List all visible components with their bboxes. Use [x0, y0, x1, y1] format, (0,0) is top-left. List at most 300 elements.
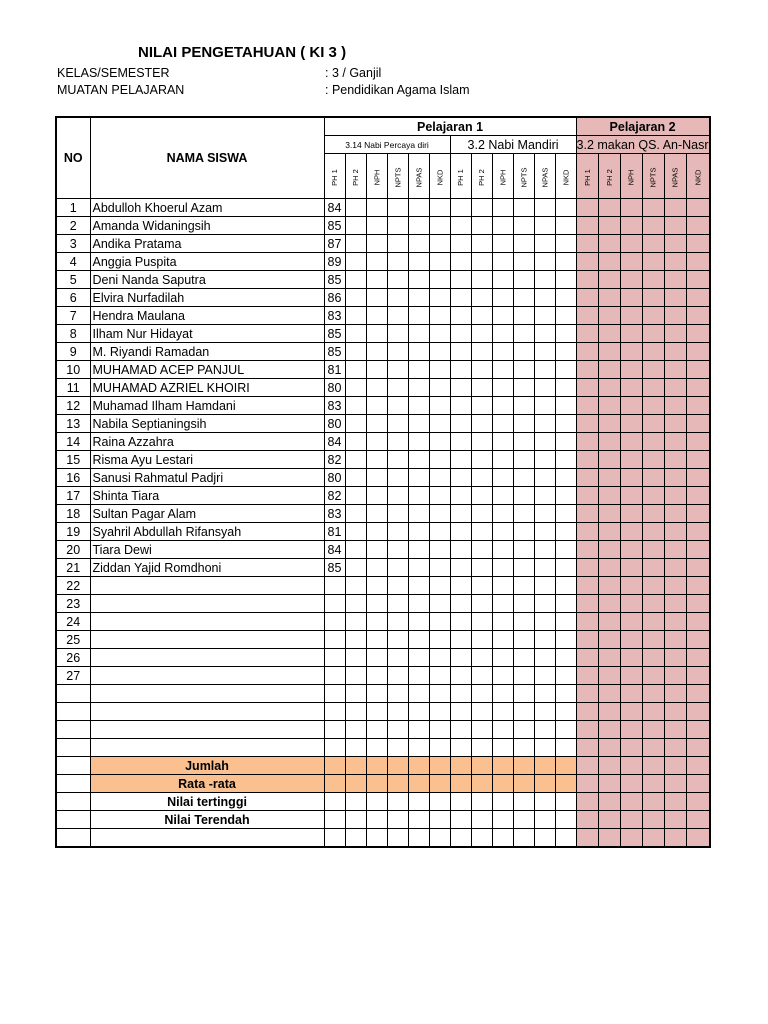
score-cell[interactable] [686, 271, 709, 289]
score-cell[interactable] [642, 253, 664, 271]
score-cell[interactable] [450, 721, 471, 739]
score-cell[interactable] [513, 721, 534, 739]
score-cell[interactable] [598, 721, 620, 739]
score-cell[interactable] [686, 451, 709, 469]
score-cell[interactable] [513, 739, 534, 757]
summary-cell[interactable] [555, 793, 576, 811]
score-cell[interactable] [345, 595, 366, 613]
score-cell[interactable] [471, 325, 492, 343]
summary-cell[interactable] [408, 775, 429, 793]
score-cell[interactable] [534, 199, 555, 217]
score-cell[interactable] [387, 325, 408, 343]
score-cell[interactable] [576, 271, 598, 289]
score-cell[interactable] [345, 397, 366, 415]
score-cell[interactable] [598, 289, 620, 307]
score-cell[interactable] [555, 235, 576, 253]
score-cell[interactable] [471, 505, 492, 523]
score-cell[interactable] [387, 343, 408, 361]
score-cell[interactable] [555, 649, 576, 667]
summary-cell[interactable] [366, 775, 387, 793]
score-cell[interactable] [408, 361, 429, 379]
summary-cell[interactable] [664, 811, 686, 829]
score-cell[interactable] [576, 433, 598, 451]
score-cell[interactable] [471, 415, 492, 433]
score-cell[interactable] [345, 559, 366, 577]
score-cell[interactable] [555, 253, 576, 271]
score-cell[interactable] [555, 559, 576, 577]
score-cell[interactable] [620, 307, 642, 325]
score-cell[interactable] [686, 469, 709, 487]
score-cell[interactable] [471, 667, 492, 685]
score-cell[interactable] [387, 199, 408, 217]
summary-cell[interactable] [471, 757, 492, 775]
score-cell[interactable] [642, 487, 664, 505]
score-cell[interactable] [620, 595, 642, 613]
score-cell[interactable] [492, 397, 513, 415]
score-cell[interactable] [576, 685, 598, 703]
student-name[interactable] [90, 631, 324, 649]
summary-cell[interactable] [642, 757, 664, 775]
summary-cell[interactable] [598, 829, 620, 848]
score-cell[interactable] [620, 649, 642, 667]
score-cell[interactable] [471, 433, 492, 451]
score-cell[interactable] [598, 559, 620, 577]
score-cell[interactable] [513, 703, 534, 721]
score-cell[interactable] [429, 343, 450, 361]
student-name[interactable]: Abdulloh Khoerul Azam [90, 199, 324, 217]
score-cell[interactable] [324, 595, 345, 613]
student-name[interactable]: MUHAMAD AZRIEL KHOIRI [90, 379, 324, 397]
score-cell[interactable] [492, 451, 513, 469]
score-cell[interactable] [429, 703, 450, 721]
score-cell[interactable] [471, 271, 492, 289]
score-cell[interactable] [534, 721, 555, 739]
score-cell[interactable] [598, 343, 620, 361]
summary-cell[interactable] [576, 757, 598, 775]
summary-cell[interactable] [620, 811, 642, 829]
score-cell[interactable] [576, 667, 598, 685]
summary-cell[interactable] [387, 829, 408, 848]
score-cell[interactable] [492, 487, 513, 505]
score-cell[interactable] [555, 271, 576, 289]
score-cell[interactable] [642, 685, 664, 703]
score-cell[interactable] [471, 379, 492, 397]
score-cell[interactable] [642, 379, 664, 397]
score-cell[interactable] [513, 667, 534, 685]
score-cell[interactable] [686, 541, 709, 559]
score-cell[interactable] [598, 667, 620, 685]
score-cell[interactable] [664, 235, 686, 253]
score-cell[interactable] [534, 685, 555, 703]
score-cell[interactable] [450, 577, 471, 595]
score-cell[interactable] [513, 505, 534, 523]
score-cell[interactable] [429, 649, 450, 667]
score-cell[interactable] [492, 577, 513, 595]
score-cell[interactable] [471, 739, 492, 757]
summary-cell[interactable] [576, 793, 598, 811]
summary-cell[interactable] [642, 775, 664, 793]
score-cell[interactable] [642, 433, 664, 451]
score-cell[interactable] [387, 217, 408, 235]
score-cell[interactable] [686, 343, 709, 361]
score-cell[interactable] [450, 667, 471, 685]
score-cell[interactable] [471, 631, 492, 649]
score-cell[interactable] [345, 217, 366, 235]
score-cell[interactable]: 82 [324, 451, 345, 469]
score-cell[interactable] [598, 649, 620, 667]
score-cell[interactable] [534, 523, 555, 541]
score-cell[interactable] [576, 541, 598, 559]
score-cell[interactable] [492, 613, 513, 631]
summary-cell[interactable] [429, 793, 450, 811]
score-cell[interactable] [686, 613, 709, 631]
score-cell[interactable] [345, 523, 366, 541]
score-cell[interactable] [534, 271, 555, 289]
score-cell[interactable] [664, 379, 686, 397]
score-cell[interactable] [555, 595, 576, 613]
score-cell[interactable] [513, 433, 534, 451]
summary-cell[interactable] [492, 757, 513, 775]
score-cell[interactable] [429, 199, 450, 217]
score-cell[interactable] [534, 613, 555, 631]
score-cell[interactable] [366, 235, 387, 253]
score-cell[interactable] [555, 541, 576, 559]
score-cell[interactable] [576, 289, 598, 307]
score-cell[interactable] [576, 469, 598, 487]
summary-cell[interactable] [324, 775, 345, 793]
score-cell[interactable] [345, 379, 366, 397]
summary-cell[interactable] [387, 811, 408, 829]
summary-cell[interactable] [429, 811, 450, 829]
score-cell[interactable] [408, 433, 429, 451]
score-cell[interactable] [642, 739, 664, 757]
score-cell[interactable] [450, 523, 471, 541]
score-cell[interactable] [492, 217, 513, 235]
score-cell[interactable] [620, 559, 642, 577]
score-cell[interactable] [513, 631, 534, 649]
score-cell[interactable] [555, 433, 576, 451]
score-cell[interactable]: 84 [324, 199, 345, 217]
score-cell[interactable] [345, 613, 366, 631]
score-cell[interactable] [513, 487, 534, 505]
score-cell[interactable]: 81 [324, 523, 345, 541]
score-cell[interactable] [555, 631, 576, 649]
summary-cell[interactable] [471, 775, 492, 793]
score-cell[interactable] [408, 199, 429, 217]
score-cell[interactable] [534, 469, 555, 487]
score-cell[interactable] [366, 649, 387, 667]
score-cell[interactable] [408, 613, 429, 631]
score-cell[interactable] [471, 649, 492, 667]
score-cell[interactable] [429, 253, 450, 271]
score-cell[interactable] [664, 217, 686, 235]
score-cell[interactable] [555, 217, 576, 235]
summary-cell[interactable] [345, 775, 366, 793]
student-name[interactable] [90, 649, 324, 667]
score-cell[interactable] [576, 721, 598, 739]
score-cell[interactable] [450, 541, 471, 559]
score-cell[interactable] [664, 739, 686, 757]
score-cell[interactable] [664, 469, 686, 487]
score-cell[interactable] [686, 361, 709, 379]
score-cell[interactable] [345, 541, 366, 559]
score-cell[interactable] [450, 649, 471, 667]
score-cell[interactable] [620, 469, 642, 487]
score-cell[interactable] [686, 379, 709, 397]
summary-cell[interactable] [576, 811, 598, 829]
score-cell[interactable] [513, 199, 534, 217]
score-cell[interactable] [598, 235, 620, 253]
score-cell[interactable] [450, 325, 471, 343]
score-cell[interactable] [555, 721, 576, 739]
score-cell[interactable] [408, 307, 429, 325]
score-cell[interactable] [534, 433, 555, 451]
summary-cell[interactable] [620, 829, 642, 848]
score-cell[interactable] [686, 397, 709, 415]
score-cell[interactable] [642, 289, 664, 307]
score-cell[interactable] [387, 631, 408, 649]
score-cell[interactable] [598, 307, 620, 325]
score-cell[interactable] [576, 595, 598, 613]
score-cell[interactable] [664, 253, 686, 271]
score-cell[interactable] [429, 667, 450, 685]
score-cell[interactable] [345, 739, 366, 757]
score-cell[interactable] [387, 415, 408, 433]
score-cell[interactable] [620, 199, 642, 217]
score-cell[interactable] [620, 415, 642, 433]
score-cell[interactable] [642, 703, 664, 721]
score-cell[interactable] [429, 631, 450, 649]
score-cell[interactable] [450, 631, 471, 649]
score-cell[interactable] [345, 703, 366, 721]
student-name[interactable] [90, 577, 324, 595]
score-cell[interactable] [598, 253, 620, 271]
score-cell[interactable] [664, 703, 686, 721]
score-cell[interactable] [387, 289, 408, 307]
summary-cell[interactable] [471, 829, 492, 848]
score-cell[interactable] [429, 379, 450, 397]
score-cell[interactable] [576, 343, 598, 361]
summary-cell[interactable] [450, 811, 471, 829]
score-cell[interactable] [366, 217, 387, 235]
score-cell[interactable] [664, 451, 686, 469]
score-cell[interactable] [366, 361, 387, 379]
score-cell[interactable] [664, 361, 686, 379]
score-cell[interactable] [620, 685, 642, 703]
score-cell[interactable] [450, 289, 471, 307]
score-cell[interactable] [642, 523, 664, 541]
score-cell[interactable] [450, 217, 471, 235]
score-cell[interactable] [366, 613, 387, 631]
score-cell[interactable] [534, 235, 555, 253]
score-cell[interactable] [620, 505, 642, 523]
summary-cell[interactable] [620, 775, 642, 793]
score-cell[interactable] [345, 631, 366, 649]
score-cell[interactable] [387, 667, 408, 685]
score-cell[interactable] [598, 217, 620, 235]
student-name[interactable] [90, 721, 324, 739]
score-cell[interactable] [642, 217, 664, 235]
summary-cell[interactable] [471, 793, 492, 811]
score-cell[interactable] [387, 541, 408, 559]
score-cell[interactable] [576, 505, 598, 523]
score-cell[interactable] [534, 649, 555, 667]
score-cell[interactable] [366, 397, 387, 415]
score-cell[interactable] [471, 523, 492, 541]
score-cell[interactable] [450, 379, 471, 397]
score-cell[interactable] [620, 433, 642, 451]
score-cell[interactable] [513, 469, 534, 487]
score-cell[interactable] [408, 577, 429, 595]
score-cell[interactable] [686, 433, 709, 451]
score-cell[interactable] [664, 271, 686, 289]
score-cell[interactable] [598, 577, 620, 595]
score-cell[interactable] [366, 253, 387, 271]
summary-cell[interactable] [686, 793, 709, 811]
student-name[interactable] [90, 595, 324, 613]
score-cell[interactable] [471, 307, 492, 325]
score-cell[interactable] [345, 685, 366, 703]
score-cell[interactable] [642, 721, 664, 739]
score-cell[interactable] [387, 649, 408, 667]
score-cell[interactable] [366, 703, 387, 721]
score-cell[interactable] [686, 523, 709, 541]
score-cell[interactable] [664, 541, 686, 559]
student-name[interactable]: Hendra Maulana [90, 307, 324, 325]
score-cell[interactable] [513, 379, 534, 397]
score-cell[interactable] [492, 559, 513, 577]
score-cell[interactable] [686, 577, 709, 595]
score-cell[interactable] [429, 577, 450, 595]
score-cell[interactable] [642, 505, 664, 523]
score-cell[interactable] [664, 199, 686, 217]
score-cell[interactable] [408, 523, 429, 541]
score-cell[interactable] [534, 559, 555, 577]
summary-cell[interactable] [598, 811, 620, 829]
score-cell[interactable] [555, 379, 576, 397]
score-cell[interactable] [366, 739, 387, 757]
score-cell[interactable] [408, 469, 429, 487]
score-cell[interactable] [492, 649, 513, 667]
summary-cell[interactable] [620, 793, 642, 811]
score-cell[interactable]: 87 [324, 235, 345, 253]
score-cell[interactable] [345, 721, 366, 739]
score-cell[interactable] [345, 667, 366, 685]
score-cell[interactable] [471, 217, 492, 235]
summary-cell[interactable] [686, 829, 709, 848]
score-cell[interactable] [429, 433, 450, 451]
score-cell[interactable] [686, 703, 709, 721]
score-cell[interactable] [450, 253, 471, 271]
score-cell[interactable] [513, 595, 534, 613]
score-cell[interactable] [471, 289, 492, 307]
score-cell[interactable] [555, 307, 576, 325]
score-cell[interactable] [576, 559, 598, 577]
score-cell[interactable] [576, 325, 598, 343]
score-cell[interactable] [408, 721, 429, 739]
score-cell[interactable] [429, 289, 450, 307]
student-name[interactable]: Sultan Pagar Alam [90, 505, 324, 523]
score-cell[interactable] [471, 397, 492, 415]
score-cell[interactable] [620, 289, 642, 307]
summary-cell[interactable] [534, 829, 555, 848]
summary-cell[interactable] [555, 811, 576, 829]
score-cell[interactable] [620, 487, 642, 505]
summary-cell[interactable] [450, 793, 471, 811]
score-cell[interactable] [366, 451, 387, 469]
score-cell[interactable] [534, 739, 555, 757]
score-cell[interactable] [366, 415, 387, 433]
summary-cell[interactable] [366, 829, 387, 848]
score-cell[interactable] [620, 379, 642, 397]
score-cell[interactable]: 80 [324, 379, 345, 397]
score-cell[interactable] [345, 451, 366, 469]
score-cell[interactable] [450, 487, 471, 505]
summary-cell[interactable] [366, 757, 387, 775]
student-name[interactable]: Ziddan Yajid Romdhoni [90, 559, 324, 577]
score-cell[interactable] [387, 307, 408, 325]
score-cell[interactable] [492, 253, 513, 271]
score-cell[interactable] [534, 595, 555, 613]
score-cell[interactable] [408, 631, 429, 649]
score-cell[interactable] [366, 325, 387, 343]
summary-cell[interactable] [492, 775, 513, 793]
score-cell[interactable] [492, 505, 513, 523]
score-cell[interactable] [408, 739, 429, 757]
score-cell[interactable] [408, 595, 429, 613]
score-cell[interactable] [598, 703, 620, 721]
score-cell[interactable] [387, 613, 408, 631]
score-cell[interactable] [664, 613, 686, 631]
score-cell[interactable] [513, 253, 534, 271]
score-cell[interactable] [664, 289, 686, 307]
score-cell[interactable] [664, 433, 686, 451]
score-cell[interactable] [492, 361, 513, 379]
score-cell[interactable] [686, 721, 709, 739]
score-cell[interactable] [429, 469, 450, 487]
summary-cell[interactable] [345, 757, 366, 775]
score-cell[interactable] [642, 343, 664, 361]
score-cell[interactable] [598, 541, 620, 559]
score-cell[interactable] [534, 631, 555, 649]
student-name[interactable] [90, 667, 324, 685]
score-cell[interactable] [642, 451, 664, 469]
score-cell[interactable] [534, 379, 555, 397]
score-cell[interactable] [513, 271, 534, 289]
score-cell[interactable] [576, 397, 598, 415]
score-cell[interactable] [513, 397, 534, 415]
score-cell[interactable]: 80 [324, 415, 345, 433]
score-cell[interactable] [534, 577, 555, 595]
summary-cell[interactable] [686, 775, 709, 793]
score-cell[interactable] [429, 217, 450, 235]
score-cell[interactable] [620, 253, 642, 271]
score-cell[interactable] [408, 235, 429, 253]
score-cell[interactable] [620, 397, 642, 415]
score-cell[interactable] [664, 577, 686, 595]
score-cell[interactable] [345, 271, 366, 289]
score-cell[interactable] [576, 235, 598, 253]
score-cell[interactable] [642, 631, 664, 649]
summary-cell[interactable] [324, 811, 345, 829]
score-cell[interactable] [598, 397, 620, 415]
score-cell[interactable] [534, 415, 555, 433]
score-cell[interactable] [576, 253, 598, 271]
score-cell[interactable] [324, 721, 345, 739]
score-cell[interactable] [345, 577, 366, 595]
score-cell[interactable] [642, 613, 664, 631]
score-cell[interactable] [345, 343, 366, 361]
